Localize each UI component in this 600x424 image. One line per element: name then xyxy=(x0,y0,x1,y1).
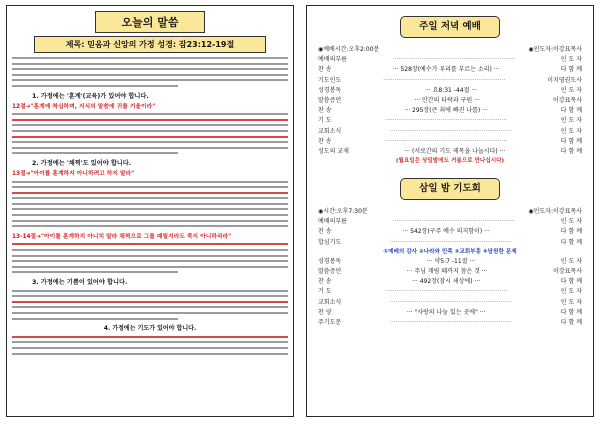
sermon-page xyxy=(6,5,294,417)
order-row xyxy=(318,257,582,267)
service-leader: ◉인도자:이강표목사 xyxy=(528,208,582,216)
order-item: 찬 송 xyxy=(318,66,332,74)
body-text xyxy=(12,113,288,154)
order-detail: ································································ xyxy=(389,298,513,306)
callout-3: 13-14절➔"아이를 훈계하지 아니치 말라 채찍으로 그를 때릴지라도 죽지 아니하리라" xyxy=(12,233,232,240)
order-row xyxy=(318,116,582,126)
service-page xyxy=(306,5,594,417)
order-detail: ································································ xyxy=(385,137,508,145)
sermon-title: 오늘의 말씀 xyxy=(95,11,205,33)
point-3: 3. 가정에는 기쁨이 있어야 합니다. xyxy=(32,279,128,286)
order-item: 찬 양 xyxy=(318,308,332,316)
order-item: 찬 송 xyxy=(318,278,332,286)
order-row xyxy=(318,308,582,318)
order-detail: ··· (서로간의 기도 제목을 나눕시다) ··· xyxy=(404,147,506,155)
order-leader: 이강표목사 xyxy=(553,96,582,104)
body-text xyxy=(12,290,288,320)
callout-2: 13절➔"아이를 훈계하지 아니하려고 하지 말라" xyxy=(12,170,135,177)
order-item: 성도의 교제 xyxy=(318,147,349,155)
wednesday-rows xyxy=(318,217,582,248)
order-leader: 인 도 자 xyxy=(560,298,582,306)
order-item: 기도인도 xyxy=(318,76,342,84)
order-leader: 이강표목사 xyxy=(553,268,582,275)
order-leader: 이지영권도사 xyxy=(547,76,582,84)
order-item: 합심기도 xyxy=(318,238,342,246)
evening-notice: (월요일은 상일발에도 거룸으로 만나십시다) xyxy=(395,158,505,165)
order-detail: ··· 492장(잠시 세상에) ··· xyxy=(412,278,481,286)
order-detail: ································································ xyxy=(385,117,508,125)
order-leader: 다 함 께 xyxy=(560,308,582,316)
body-text xyxy=(12,243,288,273)
order-row xyxy=(318,76,582,86)
order-detail: ································································ xyxy=(389,127,513,135)
order-leader: 다 함 께 xyxy=(560,66,582,74)
order-row xyxy=(318,318,582,328)
body-text xyxy=(12,57,288,87)
evening-order xyxy=(318,45,582,166)
order-row xyxy=(318,65,582,75)
service-time: ◉예배시간:오후2:00분 xyxy=(318,46,380,53)
order-row xyxy=(318,277,582,287)
wednesday-order xyxy=(318,207,582,328)
order-detail: ································································ xyxy=(392,56,515,64)
point-4: 4. 가정에는 기도가 있어야 합니다. xyxy=(103,325,197,333)
order-detail: ··· 약5:7 -11절 ··· xyxy=(426,257,476,265)
wednesday-rows xyxy=(318,257,582,328)
order-item: 교회소식 xyxy=(318,298,342,306)
order-leader: 다 함 께 xyxy=(560,318,582,326)
order-item: 말씀증언 xyxy=(318,268,342,275)
evening-rows xyxy=(318,55,582,157)
order-row xyxy=(318,147,582,157)
service-leader: ◉인도자:이강표목사 xyxy=(528,46,582,53)
sermon-subject: 제목: 믿음과 신앙의 가정 성경: 잠23:12-19절 xyxy=(34,36,266,53)
body-text xyxy=(12,181,288,228)
order-leader: 다 함 께 xyxy=(560,238,582,246)
order-leader: 인 도 자 xyxy=(560,218,582,226)
order-leader: 다 함 께 xyxy=(560,137,582,145)
order-item: 찬 송 xyxy=(318,137,332,145)
order-item: 예배의부름 xyxy=(318,56,347,64)
order-detail: ··· 주님 재림 때까지 참은 것 ··· xyxy=(406,268,488,275)
order-detail: ································································ xyxy=(385,288,508,296)
order-row xyxy=(318,55,582,65)
service-time: ◉시간:오후7:30분 xyxy=(318,208,368,216)
order-row xyxy=(318,217,582,227)
order-row xyxy=(318,267,582,277)
order-leader: 다 함 께 xyxy=(560,147,582,155)
order-row xyxy=(318,96,582,106)
order-item: 기 도 xyxy=(318,117,332,125)
body-text xyxy=(12,336,288,355)
order-detail: ································································ xyxy=(392,218,515,226)
order-leader: 인 도 자 xyxy=(560,288,582,296)
order-item: 말씀증언 xyxy=(318,96,342,104)
order-row xyxy=(318,238,582,248)
order-item: 찬 송 xyxy=(318,228,332,236)
point-1: 1. 가정에는 '훈계'(교육)가 있어야 합니다. xyxy=(32,92,149,100)
order-leader: 인 도 자 xyxy=(560,56,582,64)
order-row xyxy=(318,86,582,96)
order-detail: ································································ xyxy=(389,238,513,246)
order-detail: ··· 295장(큰 죄에 빠진 나를) ··· xyxy=(404,107,488,115)
evening-header: 주일 저녁 예배 xyxy=(400,16,500,38)
order-detail: ································································ xyxy=(383,76,506,84)
order-detail: ··· 542장(구주 예수 의지함이) ··· xyxy=(402,228,490,236)
order-leader: 인 도 자 xyxy=(560,86,582,94)
order-leader: 인 도 자 xyxy=(560,257,582,265)
order-leader: 인 도 자 xyxy=(560,117,582,125)
order-detail: ··· "사랑의 나눔 있는 곳에" ··· xyxy=(406,308,486,316)
order-row xyxy=(318,227,582,237)
order-leader: 다 함 께 xyxy=(560,228,582,236)
order-item: 성경봉독 xyxy=(318,86,342,94)
order-row xyxy=(318,127,582,137)
callout-1: 12절➔"훈계에 착심하며, 지식의 말씀에 귀를 기울이라" xyxy=(12,103,156,110)
order-row xyxy=(318,106,582,116)
order-item: 예배의부름 xyxy=(318,218,347,226)
order-item: 교회소식 xyxy=(318,127,342,135)
order-detail: ··· 528장(예수가 우리를 부르는 소리) ··· xyxy=(392,66,500,74)
point-2: 2. 가정에는 '채찍'도 있어야 합니다. xyxy=(32,159,132,167)
order-item: 기 도 xyxy=(318,288,332,296)
order-item: 찬 송 xyxy=(318,107,332,115)
order-leader: 인 도 자 xyxy=(560,127,582,135)
order-leader: 다 함 께 xyxy=(560,107,582,115)
order-item: 성경봉독 xyxy=(318,257,342,265)
order-item: 주기도문 xyxy=(318,318,342,326)
order-row xyxy=(318,287,582,297)
order-leader: 다 함 께 xyxy=(560,278,582,286)
order-row xyxy=(318,298,582,308)
wednesday-header: 삼일 밤 기도회 xyxy=(400,178,500,200)
order-detail: ··· 요8:31 -44절 ··· xyxy=(424,86,477,94)
order-row xyxy=(318,137,582,147)
order-detail: ································································ xyxy=(389,318,513,326)
order-detail: ··· 안간의 타락과 구원 ··· xyxy=(414,96,480,104)
prayer-topics: ①예배의 감사 ②나라와 민족 ③교회부흥 ④담원한 문제 xyxy=(383,248,517,255)
